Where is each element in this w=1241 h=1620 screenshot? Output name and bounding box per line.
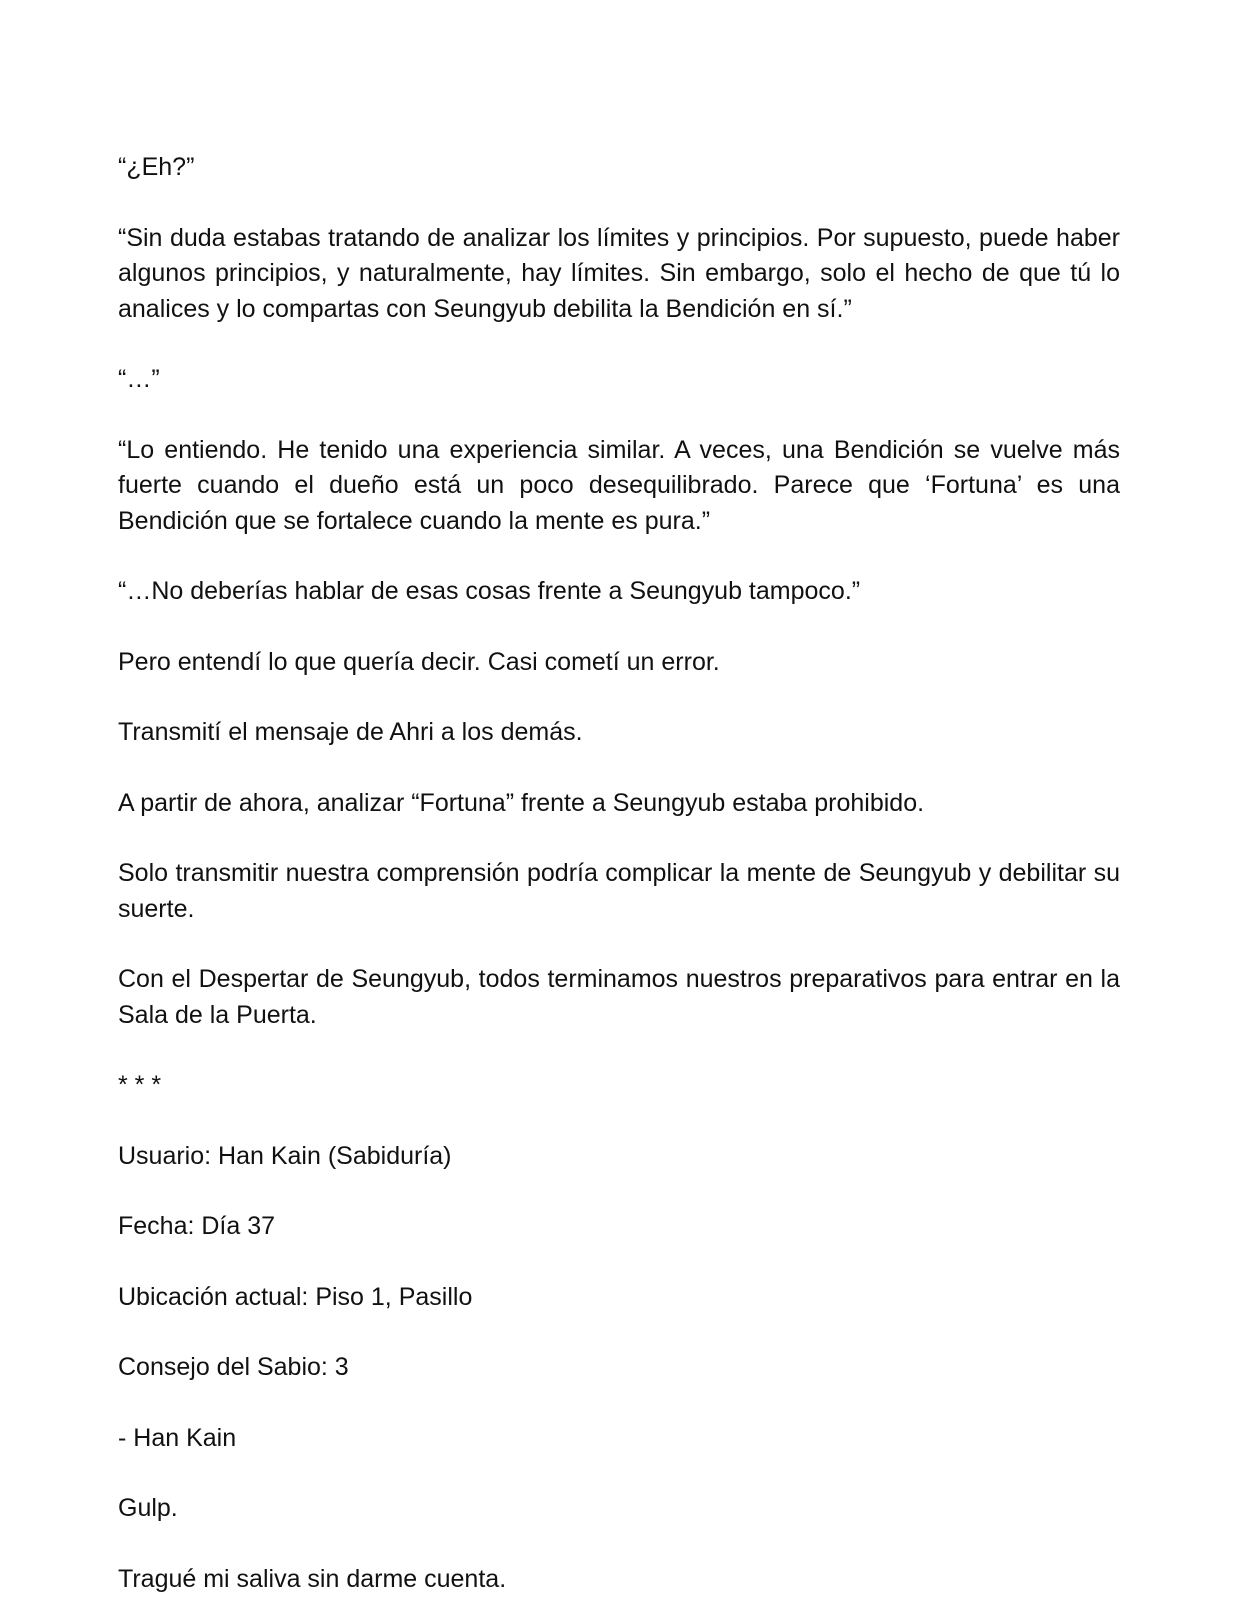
status-name: - Han Kain (118, 1423, 237, 1452)
paragraph-narration-swallow: Tragué mi saliva sin darme cuenta. (118, 1564, 507, 1593)
status-date: Fecha: Día 37 (118, 1212, 276, 1240)
paragraph-narration-prohibited: A partir de ahora, analizar “Fortuna” frente a Seungyub estaba prohibido. (118, 788, 925, 817)
status-location: Ubicación actual: Piso 1, Pasillo (118, 1282, 473, 1311)
document-page (118, 150, 1120, 1597)
paragraph-narration-luck: Solo transmitir nuestra comprensión podría complicar la mente de Seungyub y debilitar su suerte. (118, 859, 1120, 923)
status-sage-advice: Consejo del Sabio: 3 (118, 1353, 349, 1381)
paragraph-narration-understood: Pero entendí lo que quería decir. Casi cometí un error. (118, 647, 720, 676)
paragraph-dialogue-ellipsis: “…” (118, 365, 160, 393)
paragraph-dialogue-eh: “¿Eh?” (118, 153, 195, 181)
paragraph-narration-message: Transmití el mensaje de Ahri a los demás. (118, 718, 583, 746)
paragraph-sound-gulp: Gulp. (118, 1494, 178, 1522)
paragraph-dialogue-understand: “Lo entiendo. He tenido una experiencia similar. A veces, una Bendición se vuelve más fuerte cuando el dueño está un poco desequilibrado. Parece que ‘Fortuna’ es una Bendición que se fortalece cuando la mente es pura.” (118, 435, 1120, 535)
paragraph-dialogue-analysis: “Sin duda estabas tratando de analizar los límites y principios. Por supuesto, puede haber algunos principios, y naturalmente, hay límites. Sin embargo, solo el hecho de que tú lo analices y lo compartas con Seungyub debilita la Bendición en sí.” (118, 223, 1120, 323)
status-user: Usuario: Han Kain (Sabiduría) (118, 1141, 452, 1170)
paragraph-narration-preparations: Con el Despertar de Seungyub, todos terminamos nuestros preparativos para entrar en la Sala de la Puerta. (118, 965, 1120, 1029)
section-separator: * * * (118, 1071, 162, 1099)
paragraph-dialogue-warning: “…No deberías hablar de esas cosas frente a Seungyub tampoco.” (118, 577, 861, 605)
